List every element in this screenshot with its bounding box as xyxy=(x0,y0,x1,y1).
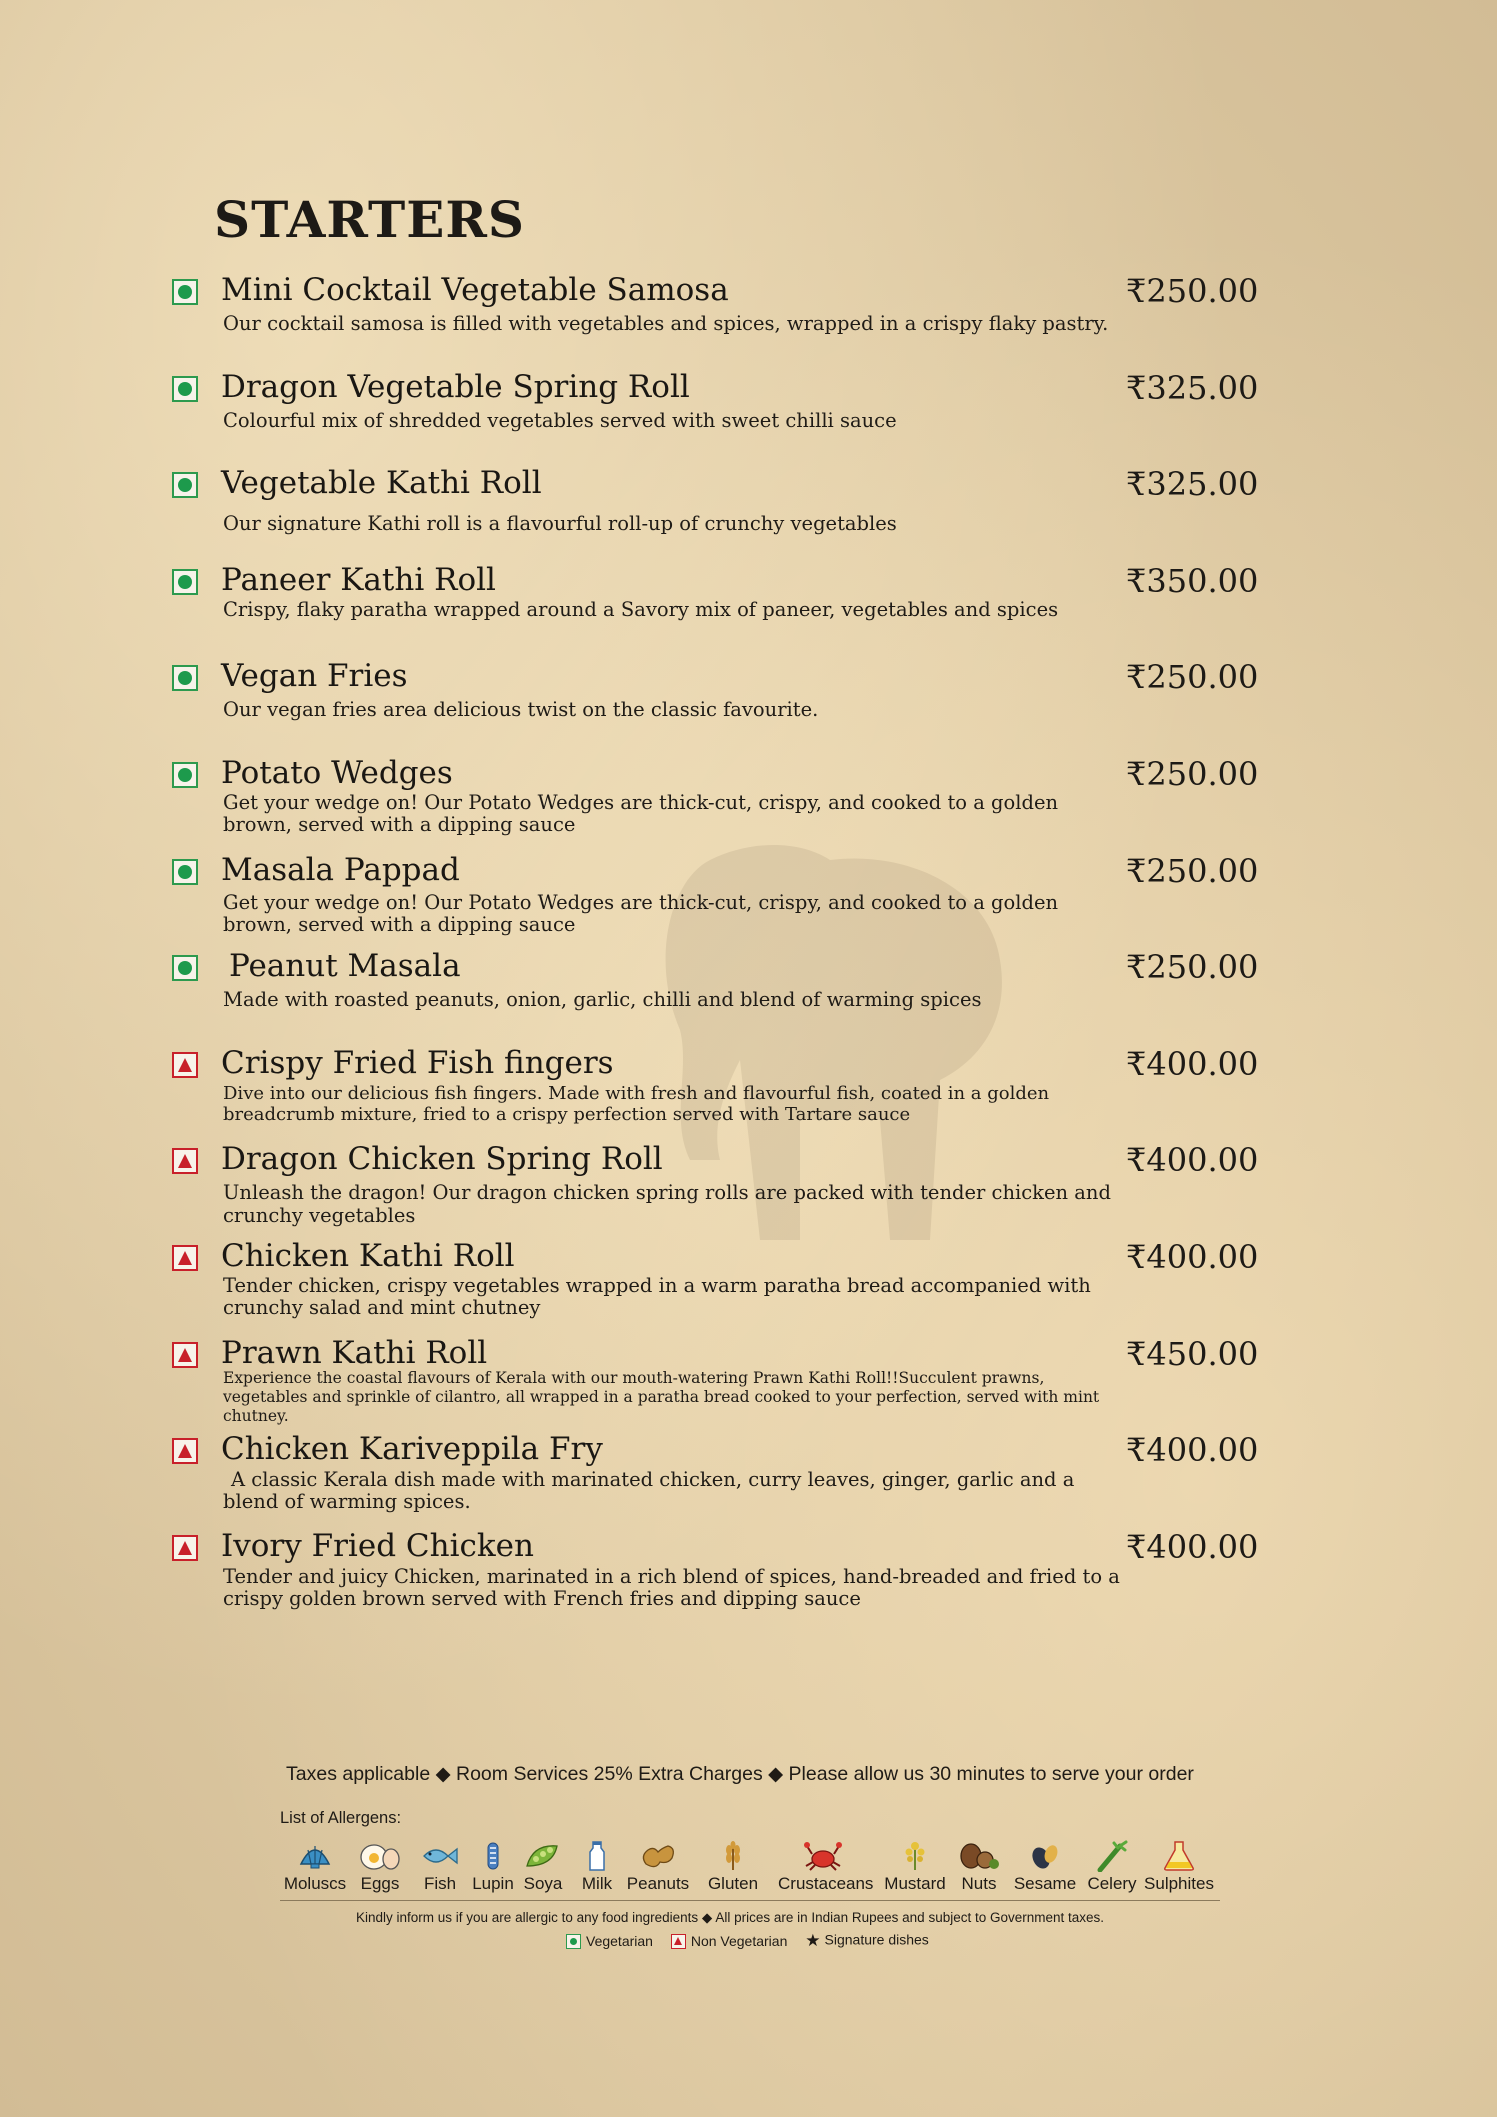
item-name: Ivory Fried Chicken xyxy=(221,1527,534,1564)
allergen-item xyxy=(880,1840,950,1894)
legend-vegetarian xyxy=(566,1933,653,1950)
allergen-label: Nuts xyxy=(961,1874,997,1893)
allergen-label: Soya xyxy=(523,1874,563,1893)
peanut-icon xyxy=(638,1840,678,1872)
allergen-item xyxy=(698,1840,768,1894)
legend-label: Vegetarian xyxy=(586,1932,653,1949)
item-description: Made with roasted peanuts, onion, garlic, chilli and blend of warming spices xyxy=(223,988,982,1012)
allergen-heading: List of Allergens: xyxy=(280,1809,402,1827)
item-price: ₹450.00 xyxy=(1126,1334,1259,1373)
nuts-icon xyxy=(957,1840,1001,1872)
allergen-item xyxy=(778,1840,874,1894)
item-description: Crispy, flaky paratha wrapped around a Savory mix of paneer, vegetables and spices xyxy=(223,597,1059,621)
milk-icon xyxy=(585,1840,609,1872)
lupin-icon xyxy=(481,1840,505,1872)
menu-item xyxy=(170,465,1310,562)
item-price: ₹400.00 xyxy=(1126,1237,1259,1276)
item-name: Potato Wedges xyxy=(221,754,453,791)
fish-icon xyxy=(420,1840,460,1872)
veg-icon xyxy=(566,1934,581,1949)
allergen-item xyxy=(1077,1840,1147,1894)
item-description: Our signature Kathi roll is a flavourful roll-up of crunchy vegetables xyxy=(223,512,897,536)
legend-non-vegetarian xyxy=(671,1933,788,1950)
item-price: ₹250.00 xyxy=(1126,658,1259,697)
allergen-item xyxy=(1010,1840,1080,1894)
mustard-icon xyxy=(900,1840,930,1872)
item-description: Our cocktail samosa is filled with vegetables and spices, wrapped in a crispy flaky pastry. xyxy=(223,312,1109,335)
item-name: Dragon Chicken Spring Roll xyxy=(221,1141,663,1178)
menu-item xyxy=(170,1238,1310,1335)
menu-item xyxy=(170,272,1310,369)
veg-icon xyxy=(172,762,198,788)
menu-item xyxy=(170,1335,1310,1432)
menu-item xyxy=(170,658,1310,755)
menu-item xyxy=(170,369,1310,466)
item-price: ₹400.00 xyxy=(1126,1044,1259,1083)
allergen-label: Celery xyxy=(1087,1874,1137,1893)
item-price: ₹350.00 xyxy=(1126,561,1259,600)
item-price: ₹325.00 xyxy=(1126,368,1259,407)
item-description: Dive into our delicious fish fingers. Made with fresh and flavourful fish, coated in a golden breadcrumb mixture, fried to a crispy perfection served with Tartare sauce xyxy=(223,1082,1050,1125)
non-veg-icon xyxy=(172,1245,198,1271)
item-description: Experience the coastal flavours of Kerala with our mouth-watering Prawn Kathi Roll!!Succulent prawns, vegetables and sprinkle of cilantro, all wrapped in a paratha bread cooked to your perfection, served with mint chutney. xyxy=(223,1368,1100,1425)
allergen-label: Crustaceans xyxy=(778,1874,874,1893)
veg-icon xyxy=(172,279,198,305)
footer-notice: Taxes applicable ◆ Room Services 25% Extra Charges ◆ Please allow us 30 minutes to serve your order xyxy=(286,1763,1194,1785)
item-name: Dragon Vegetable Spring Roll xyxy=(221,368,690,405)
footer-divider xyxy=(280,1900,1220,1901)
non-veg-icon xyxy=(172,1342,198,1368)
item-name: Vegetable Kathi Roll xyxy=(221,465,542,502)
veg-icon xyxy=(172,859,198,885)
item-description: Our vegan fries area delicious twist on the classic favourite. xyxy=(223,698,819,722)
non-veg-icon xyxy=(172,1438,198,1464)
item-price: ₹250.00 xyxy=(1126,272,1259,310)
footer-disclaimer: Kindly inform us if you are allergic to any food ingredients ◆ All prices are in Indian Rupees and subject to Government taxes. xyxy=(356,1910,1105,1925)
item-name: Crispy Fried Fish fingers xyxy=(221,1044,614,1081)
menu-item xyxy=(170,1431,1310,1528)
item-name: Mini Cocktail Vegetable Samosa xyxy=(221,272,729,308)
allergen-label: Sesame xyxy=(1013,1874,1077,1893)
wheat-icon xyxy=(721,1840,745,1872)
item-price: ₹250.00 xyxy=(1126,754,1259,793)
item-price: ₹400.00 xyxy=(1126,1141,1259,1180)
soya-icon xyxy=(523,1840,563,1872)
item-name: Prawn Kathi Roll xyxy=(221,1334,488,1371)
allergen-label: Lupin xyxy=(472,1874,514,1893)
item-price: ₹250.00 xyxy=(1126,948,1259,987)
menu-item xyxy=(170,562,1310,659)
item-description: A classic Kerala dish made with marinated chicken, curry leaves, ginger, garlic and a blend of warming spices. xyxy=(223,1468,1075,1514)
allergen-label: Milk xyxy=(581,1874,613,1893)
item-name: Vegan Fries xyxy=(221,658,408,695)
item-description: Get your wedge on! Our Potato Wedges are thick-cut, crispy, and cooked to a golden brown, served with a dipping sauce xyxy=(223,790,1059,836)
diet-legend xyxy=(566,1931,943,1951)
veg-icon xyxy=(172,376,198,402)
item-price: ₹400.00 xyxy=(1126,1431,1259,1470)
celery-icon xyxy=(1094,1840,1130,1872)
sulphites-icon xyxy=(1161,1840,1197,1872)
allergen-item xyxy=(623,1840,693,1894)
legend-label: Non Vegetarian xyxy=(690,1932,788,1949)
allergen-item xyxy=(562,1840,632,1894)
item-name: Masala Pappad xyxy=(221,851,460,888)
veg-icon xyxy=(172,569,198,595)
veg-icon xyxy=(172,955,198,981)
legend-label: Signature dishes xyxy=(824,1931,929,1948)
allergen-label: Fish xyxy=(423,1874,457,1893)
allergen-item xyxy=(280,1840,350,1894)
veg-icon xyxy=(172,472,198,498)
item-name: Paneer Kathi Roll xyxy=(221,561,496,598)
menu-item xyxy=(170,852,1310,949)
item-price: ₹325.00 xyxy=(1126,465,1259,504)
allergen-label: Mustard xyxy=(884,1874,946,1893)
veg-icon xyxy=(172,665,198,691)
item-price: ₹250.00 xyxy=(1126,851,1259,890)
allergen-label: Gluten xyxy=(707,1874,759,1893)
menu-item xyxy=(170,1045,1310,1142)
allergen-label: Eggs xyxy=(360,1874,400,1893)
menu-list xyxy=(170,272,1310,1624)
allergen-item xyxy=(1144,1840,1214,1894)
item-description: Tender and juicy Chicken, marinated in a rich blend of spices, hand-breaded and fried to a crispy golden brown served with French fries and dipping sauce xyxy=(223,1564,1120,1610)
item-description: Tender chicken, crispy vegetables wrapped in a warm paratha bread accompanied with crunchy salad and mint chutney xyxy=(223,1273,1091,1319)
menu-item xyxy=(170,1528,1310,1625)
item-name: Chicken Kathi Roll xyxy=(221,1237,515,1274)
allergen-label: Moluscs xyxy=(283,1874,347,1893)
allergen-label: Peanuts xyxy=(626,1874,690,1893)
menu-item xyxy=(170,755,1310,852)
menu-item xyxy=(170,1141,1310,1238)
non-veg-icon xyxy=(172,1535,198,1561)
allergen-label: Sulphites xyxy=(1144,1874,1214,1893)
item-price: ₹400.00 xyxy=(1126,1527,1259,1566)
egg-icon xyxy=(358,1840,402,1872)
legend-signature xyxy=(805,1931,929,1951)
sesame-icon xyxy=(1027,1840,1063,1872)
page-title: STARTERS xyxy=(214,190,526,249)
item-description: Unleash the dragon! Our dragon chicken spring rolls are packed with tender chicken and crunchy vegetables xyxy=(223,1181,1111,1228)
non-veg-icon xyxy=(671,1934,686,1949)
shell-icon xyxy=(297,1840,333,1872)
crab-icon xyxy=(803,1840,843,1872)
item-name: Chicken Kariveppila Fry xyxy=(221,1431,603,1468)
item-description: Colourful mix of shredded vegetables served with sweet chilli sauce xyxy=(223,408,897,432)
menu-item xyxy=(170,948,1310,1045)
allergen-item xyxy=(944,1840,1014,1894)
non-veg-icon xyxy=(172,1052,198,1078)
item-description: Get your wedge on! Our Potato Wedges are thick-cut, crispy, and cooked to a golden brown, served with a dipping sauce xyxy=(223,890,1059,936)
non-veg-icon xyxy=(172,1148,198,1174)
star-icon: ★ xyxy=(805,1931,821,1950)
item-name: Peanut Masala xyxy=(229,948,461,985)
